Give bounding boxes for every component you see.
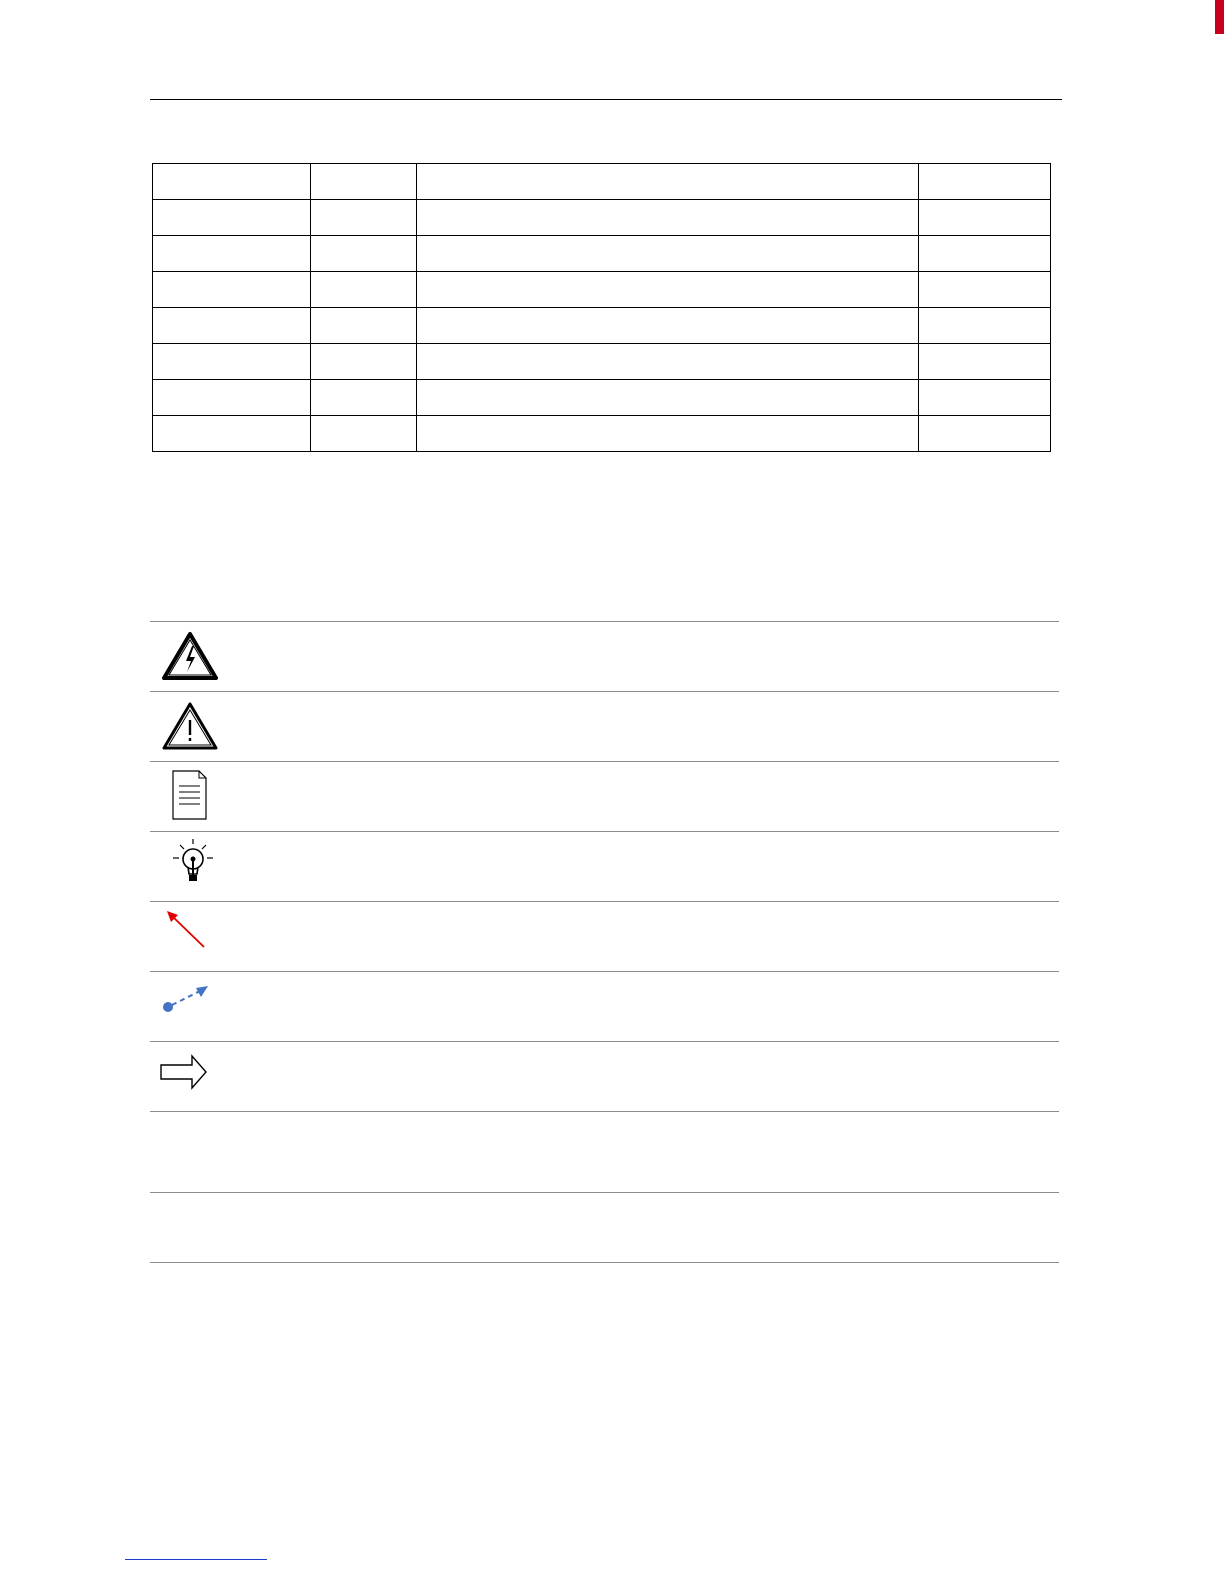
warning-icon	[158, 696, 222, 754]
table-row	[153, 380, 1051, 416]
table-cell	[311, 416, 417, 452]
table-cell	[153, 236, 311, 272]
table-cell	[153, 308, 311, 344]
table-cell	[919, 164, 1051, 200]
table-cell	[919, 200, 1051, 236]
table-cell	[311, 344, 417, 380]
table-cell	[311, 200, 417, 236]
table-cell	[417, 236, 919, 272]
lightbulb-tip-icon	[158, 836, 222, 894]
symbol-row-electric-hazard	[150, 621, 1059, 691]
table-cell	[919, 272, 1051, 308]
table-cell	[417, 416, 919, 452]
table-cell	[153, 416, 311, 452]
symbol-row-empty	[150, 1192, 1059, 1262]
symbol-list-bottom-rule	[150, 1262, 1059, 1263]
table-row	[153, 272, 1051, 308]
table-cell	[919, 236, 1051, 272]
header-rule	[150, 99, 1062, 100]
symbol-row-note	[150, 761, 1059, 831]
symbol-row-empty	[150, 1111, 1059, 1192]
table-cell	[311, 272, 417, 308]
table-row	[153, 164, 1051, 200]
table-cell	[417, 308, 919, 344]
table-cell	[417, 200, 919, 236]
outline-right-arrow-icon	[158, 1046, 222, 1104]
table-cell	[311, 308, 417, 344]
table-row	[153, 344, 1051, 380]
symbol-row-warning	[150, 691, 1059, 761]
table-row	[153, 308, 1051, 344]
table-cell	[311, 380, 417, 416]
red-pointer-arrow-icon	[158, 906, 222, 964]
symbol-row-tip	[150, 831, 1059, 901]
table-cell	[417, 344, 919, 380]
table-cell	[417, 380, 919, 416]
table-row	[153, 236, 1051, 272]
table-cell	[919, 416, 1051, 452]
page-edge-mark	[1215, 0, 1224, 34]
note-document-icon	[158, 766, 222, 824]
table-cell	[153, 200, 311, 236]
table-cell	[417, 272, 919, 308]
table-cell	[417, 164, 919, 200]
table-cell	[919, 308, 1051, 344]
table-row	[153, 200, 1051, 236]
symbol-row-outline-arrow	[150, 1041, 1059, 1111]
table-row	[153, 416, 1051, 452]
table-cell	[919, 344, 1051, 380]
blue-dashed-arrow-icon	[158, 976, 222, 1034]
footer-link-rule	[125, 1559, 267, 1560]
table-cell	[153, 164, 311, 200]
revision-table	[152, 163, 1051, 452]
symbol-conventions-list	[150, 621, 1059, 1263]
symbol-row-red-arrow	[150, 901, 1059, 971]
table-cell	[153, 344, 311, 380]
symbol-row-blue-arrow	[150, 971, 1059, 1041]
table-cell	[153, 380, 311, 416]
table-cell	[153, 272, 311, 308]
table-cell	[311, 164, 417, 200]
table-cell	[919, 380, 1051, 416]
table-cell	[311, 236, 417, 272]
electric-hazard-icon	[158, 626, 222, 684]
